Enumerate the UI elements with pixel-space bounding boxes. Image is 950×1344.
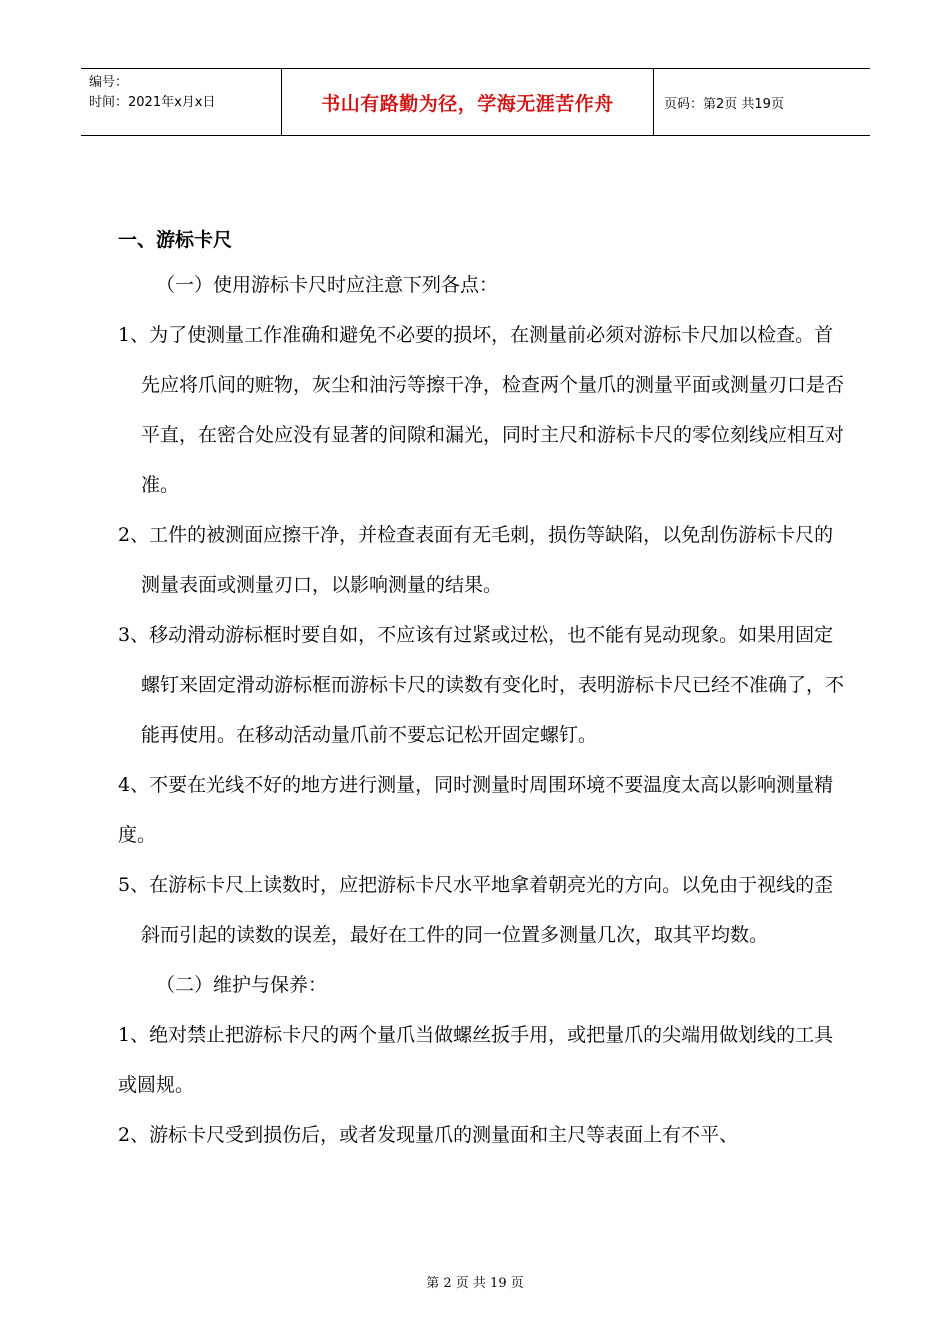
usage-item: 3、移动滑动游标框时要自如，不应该有过紧或过松，也不能有晃动现象。如果用固定螺钉来固定滑动游标框而游标卡尺的读数有变化时，表明游标卡尺已经不准确了，不能再使用。在移动活动量爪前不要忘记松开固定螺钉。 xyxy=(118,624,845,746)
maintenance-item: 1、绝对禁止把游标卡尺的两个量爪当做螺丝扳手用，或把量爪的尖端用做划线的工具或圆规。 xyxy=(118,1024,834,1096)
maintenance-item: 2、游标卡尺受到损伤后，或者发现量爪的测量面和主尺等表面上有不平、 xyxy=(118,1124,739,1146)
document-body xyxy=(118,220,848,1160)
header-meta-cell xyxy=(81,69,282,135)
header-page-cell xyxy=(654,69,870,135)
usage-item: 2、工件的被测面应擦干净，并检查表面有无毛刺，损伤等缺陷，以免刮伤游标卡尺的测量表面或测量刃口，以影响测量的结果。 xyxy=(118,524,834,596)
section-title: 一、游标卡尺 xyxy=(118,229,233,251)
subsection-title-usage: （一）使用游标卡尺时应注意下列各点： xyxy=(156,274,499,296)
header-table xyxy=(81,68,870,136)
usage-item: 4、不要在光线不好的地方进行测量，同时测量时周围环境不要温度太高以影响测量精度。 xyxy=(118,774,834,846)
page-footer: 第 2 页 共 19 页 xyxy=(426,1276,524,1291)
header-page-info: 页码：第2页 共19页 xyxy=(664,96,784,112)
document-number-label: 编号： xyxy=(89,75,129,90)
subsection-title-maintenance: （二）维护与保养： xyxy=(156,974,328,996)
document-date: 时间：2021年x月x日 xyxy=(89,95,216,110)
usage-item: 1、为了使测量工作准确和避免不必要的损坏，在测量前必须对游标卡尺加以检查。首先应将爪间的赃物，灰尘和油污等擦干净，检查两个量爪的测量平面或测量刃口是否平直，在密合处应没有显著的间隙和漏光，同时主尺和游标卡尺的零位刻线应相互对准。 xyxy=(118,324,845,496)
usage-item: 5、在游标卡尺上读数时，应把游标卡尺水平地拿着朝亮光的方向。以免由于视线的歪斜而引起的读数的误差，最好在工件的同一位置多测量几次，取其平均数。 xyxy=(118,874,834,946)
header-motto: 书山有路勤为径，学海无涯苦作舟 xyxy=(321,92,614,115)
header-motto-cell xyxy=(282,69,654,135)
